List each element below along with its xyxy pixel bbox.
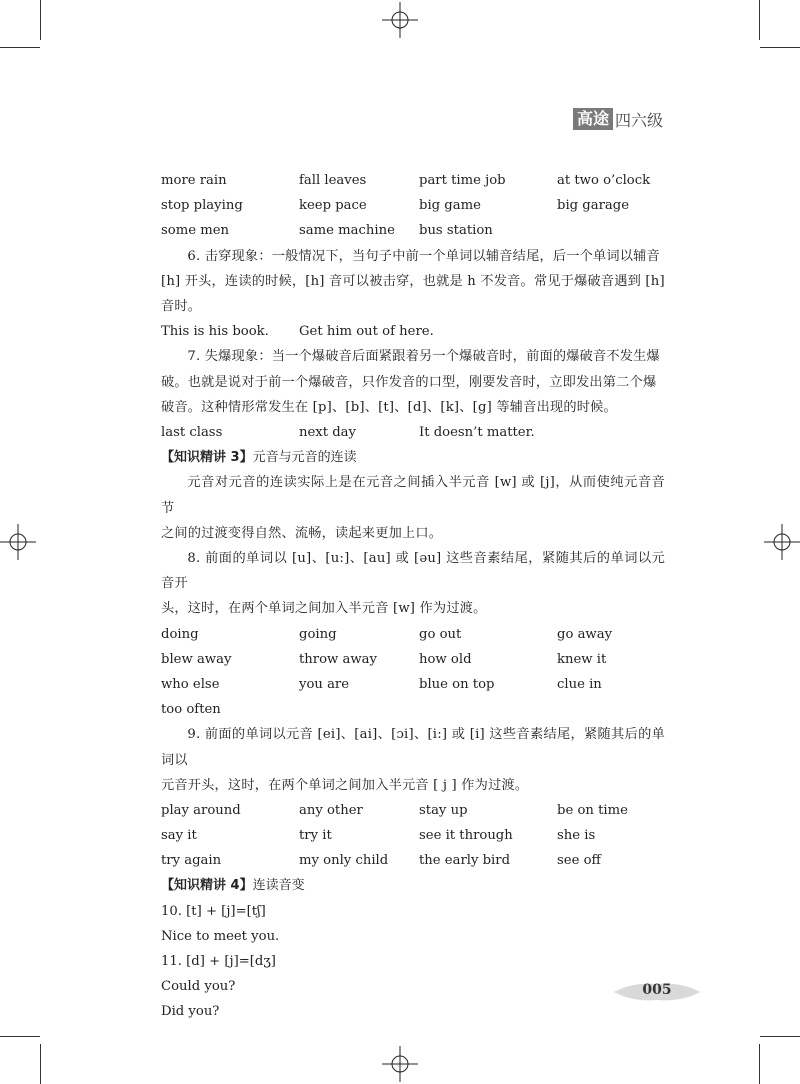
phrase: you are (299, 676, 350, 692)
phrase: stay up (419, 802, 468, 818)
paragraph (161, 344, 665, 420)
phrase: try it (299, 828, 332, 844)
phrase: doing (161, 626, 199, 642)
paragraph-line: 元音对元音的连读实际上是在元音之间插入半元音 [w] 或 [j]，从而使纯元音音节 (161, 475, 665, 516)
phrase: any other (299, 802, 363, 818)
section-title: 元音与元音的连读 (252, 450, 357, 466)
phrase: going (299, 626, 337, 642)
crop-mark (759, 1044, 760, 1084)
paragraph-line: 音时。 (161, 298, 202, 314)
phrase: my only child (299, 853, 389, 869)
phrase: keep pace (299, 198, 367, 214)
phrase: try again (161, 853, 222, 869)
paragraph (161, 470, 665, 546)
paragraph (161, 244, 665, 320)
crop-mark (760, 47, 800, 48)
phrase: at two o’clock (557, 173, 651, 188)
phrase: go out (419, 626, 462, 642)
phrase: It doesn’t matter. (419, 424, 535, 440)
text-line: 11. [d] + [j]=[dʒ] (161, 954, 276, 970)
registration-mark (0, 524, 36, 560)
phrase: stop playing (161, 198, 243, 214)
crop-mark (40, 1044, 41, 1084)
phrase: who else (161, 676, 220, 692)
paragraph (161, 722, 665, 798)
phrase-row (161, 420, 665, 445)
phrase-row (161, 823, 665, 848)
phrase: big garage (557, 198, 630, 214)
crop-mark (0, 47, 40, 48)
phrase-row (161, 193, 665, 218)
section-heading (161, 873, 665, 898)
phrase: more rain (161, 173, 227, 188)
crop-mark (759, 0, 760, 40)
phrase: go away (557, 626, 613, 642)
paragraph-line: 9. 前面的单词以元音 [ei]、[ai]、[ɔi]、[i:] 或 [i] 这些音素结尾，紧随其后的单词以 (161, 727, 665, 768)
paragraph-line: [h] 开头，连读的时候，[h] 音可以被击穿，也就是 h 不发音。常见于爆破音遇到 [h] (161, 273, 665, 289)
phrase: play around (161, 802, 241, 818)
phrase-row (161, 848, 665, 873)
page-number: 005 (642, 982, 672, 998)
phrase: fall leaves (299, 173, 367, 188)
phrase-row (161, 218, 665, 243)
page-content (161, 168, 665, 1025)
paragraph-line: 破音。这种情形常发生在 [p]、[b]、[t]、[d]、[k]、[g] 等辅音出现的时候。 (161, 399, 617, 415)
phrase: throw away (299, 651, 377, 667)
paragraph-line: 头，这时，在两个单词之间加入半元音 [w] 作为过渡。 (161, 601, 487, 617)
paragraph-line: 破。也就是说对于前一个爆破音，只作发音的口型，刚要发音时，立即发出第二个爆 (161, 374, 657, 390)
phrase: part time job (419, 173, 506, 188)
crop-mark (0, 1036, 40, 1037)
paragraph-line: 6. 击穿现象：一般情况下，当句子中前一个单词以辅音结尾，后一个单词以辅音 (187, 248, 660, 264)
phrase: too often (161, 702, 221, 718)
phrase: say it (161, 828, 197, 844)
section-label: 【知识精讲 3】 (161, 450, 253, 466)
crop-mark (40, 0, 41, 40)
page-number-badge (612, 978, 702, 1006)
registration-mark (764, 524, 800, 560)
phrase: be on time (557, 802, 628, 818)
text-line: Did you? (161, 1004, 220, 1020)
phrase-row (161, 168, 665, 193)
text-line: Nice to meet you. (161, 928, 280, 944)
phrase: the early bird (419, 853, 511, 869)
phrase-row (161, 672, 665, 697)
phrase: last class (161, 424, 223, 440)
section-title: 连读音变 (252, 878, 305, 894)
header-brand (573, 108, 663, 130)
text-line: 10. [t] + [j]=[tʃ] (161, 903, 266, 919)
phrase: big game (419, 198, 481, 214)
phrase-row (161, 319, 665, 344)
paragraph (161, 546, 665, 622)
paragraph-line: 元音开头，这时，在两个单词之间加入半元音 [ j ] 作为过渡。 (161, 777, 529, 793)
text-line: Could you? (161, 979, 236, 995)
phrase-row (161, 798, 665, 823)
paragraph-line: 8. 前面的单词以 [u]、[u:]、[au] 或 [əu] 这些音素结尾，紧随其后的单词以元音开 (161, 550, 665, 592)
phrase-row (161, 622, 665, 647)
brand-rest: 四六级 (614, 110, 663, 130)
crop-mark (760, 1036, 800, 1037)
phrase: blue on top (419, 676, 495, 692)
phrase: This is his book. (161, 324, 269, 340)
phrase: knew it (557, 651, 607, 667)
phrase: how old (419, 651, 472, 667)
phrase: next day (299, 424, 356, 440)
phrase-row (161, 697, 665, 722)
phrase: see it through (419, 828, 513, 844)
phrase: some men (161, 223, 230, 239)
phrase: same machine (299, 223, 395, 239)
section-heading (161, 445, 665, 470)
phrase: she is (557, 828, 596, 844)
phrase: Get him out of here. (299, 324, 434, 340)
paragraph-line: 之间的过渡变得自然、流畅，读起来更加上口。 (161, 525, 443, 541)
phrase-row (161, 647, 665, 672)
paragraph-line: 7. 失爆现象：当一个爆破音后面紧跟着另一个爆破音时，前面的爆破音不发生爆 (187, 349, 660, 365)
brand-highlight: 高途 (573, 108, 613, 130)
section-label: 【知识精讲 4】 (161, 878, 253, 894)
phrase: bus station (419, 223, 493, 239)
phrase: clue in (557, 676, 602, 692)
phrase: see off (557, 853, 601, 869)
phrase: blew away (161, 651, 232, 667)
registration-mark (382, 1046, 418, 1082)
registration-mark (382, 2, 418, 38)
